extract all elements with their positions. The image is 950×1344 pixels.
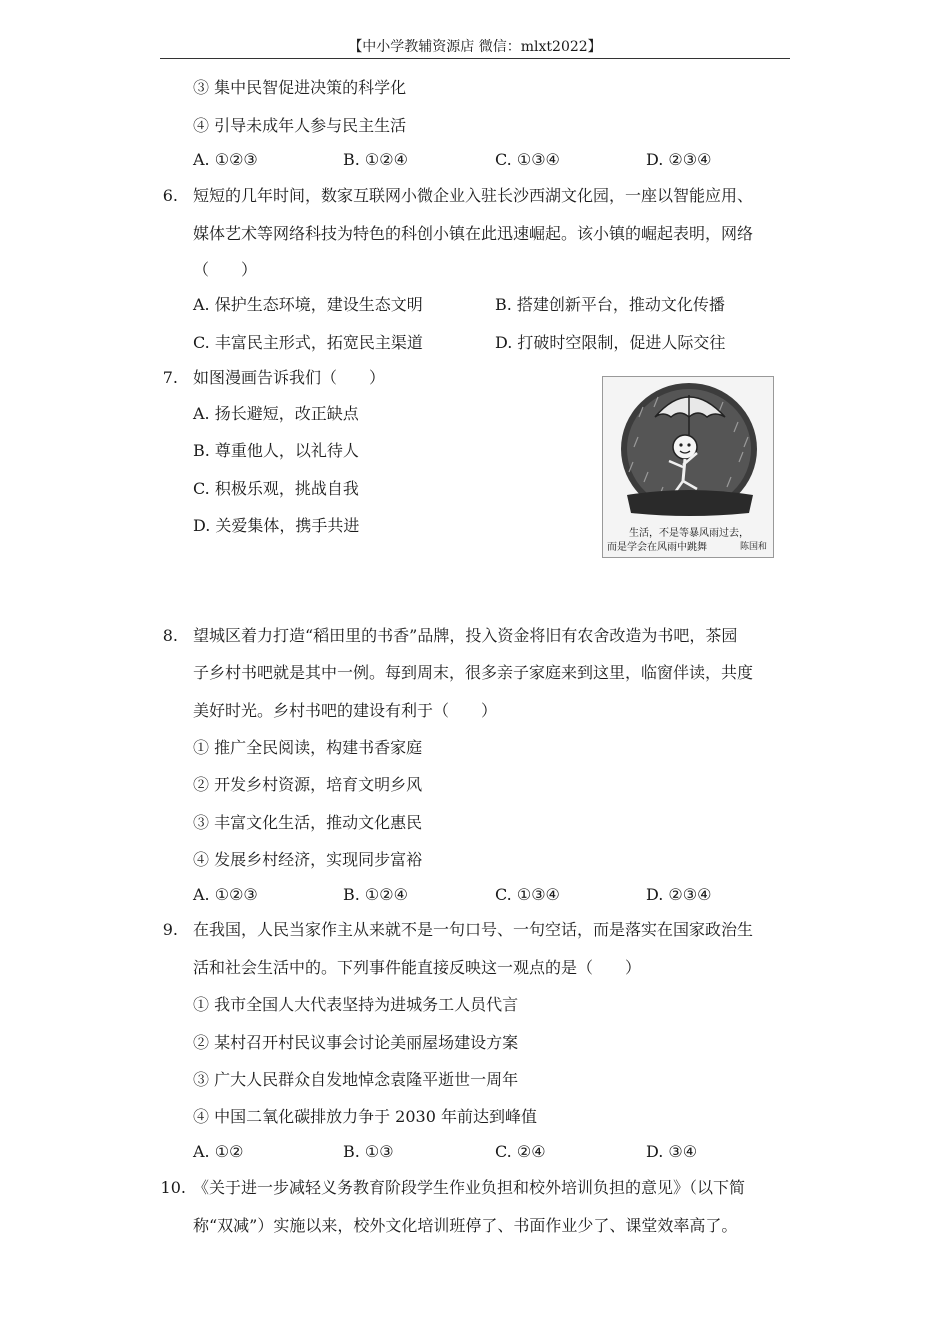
q8-number: 8. — [162, 626, 178, 645]
q9-item-4: ④ 中国二氧化碳排放力争于 2030 年前达到峰值 — [193, 1107, 537, 1126]
q9-item-3: ③ 广大人民群众自发地悼念袁隆平逝世一周年 — [193, 1070, 519, 1089]
q8-stem-line-1: 望城区着力打造“稻田里的书香”品牌，投入资金将旧有农舍改造为书吧，茶园 — [193, 626, 738, 645]
q8-item-4: ④ 发展乡村经济，实现同步富裕 — [193, 850, 423, 869]
q5-option-a: A. ①②③ — [193, 150, 258, 169]
q7-stem: 如图漫画告诉我们（ ） — [193, 368, 386, 387]
cartoon-author: 陈国和 — [739, 542, 767, 552]
q8-stem-line-2: 子乡村书吧就是其中一例。每到周末，很多亲子家庭来到这里，临窗伴读，共度 — [193, 663, 754, 682]
q5-item-4: ④ 引导未成年人参与民主生活 — [193, 116, 407, 135]
q6-option-a: A. 保护生态环境，建设生态文明 — [193, 295, 423, 314]
q9-option-b: B. ①③ — [343, 1142, 394, 1161]
q9-number: 9. — [162, 920, 178, 939]
q7-option-c: C. 积极乐观，挑战自我 — [193, 479, 359, 498]
q8-option-d: D. ②③④ — [646, 885, 712, 904]
q5-option-d: D. ②③④ — [646, 150, 712, 169]
q9-option-c: C. ②④ — [495, 1142, 546, 1161]
q10-number: 10. — [160, 1178, 186, 1197]
q7-cartoon-image — [602, 376, 774, 558]
q9-item-2: ② 某村召开村民议事会讨论美丽屋场建设方案 — [193, 1033, 519, 1052]
q9-option-d: D. ③④ — [646, 1142, 698, 1161]
q5-option-c: C. ①③④ — [495, 150, 560, 169]
q9-stem-line-1: 在我国，人民当家作主从来就不是一句口号、一句空话，而是落实在国家政治生 — [193, 920, 754, 939]
q8-item-1: ① 推广全民阅读，构建书香家庭 — [193, 738, 423, 757]
q9-stem-line-2: 活和社会生活中的。下列事件能直接反映这一观点的是（ ） — [193, 958, 642, 977]
q9-item-1: ① 我市全国人大代表坚持为进城务工人员代言 — [193, 995, 519, 1014]
page-header: 【中小学教辅资源店 微信：mlxt2022】 — [160, 36, 790, 59]
q10-stem-line-2: 称“双减”）实施以来，校外文化培训班停了、书面作业少了、课堂效率高了。 — [193, 1216, 738, 1235]
q7-option-d: D. 关爱集体，携手共进 — [193, 516, 360, 535]
q8-item-2: ② 开发乡村资源，培育文明乡风 — [193, 775, 423, 794]
q5-option-b: B. ①②④ — [343, 150, 408, 169]
q6-option-c: C. 丰富民主形式，拓宽民主渠道 — [193, 333, 423, 352]
q6-number: 6. — [162, 186, 178, 205]
q8-stem-line-3: 美好时光。乡村书吧的建设有利于（ ） — [193, 701, 498, 720]
q6-stem-line-2: 媒体艺术等网络科技为特色的科创小镇在此迅速崛起。该小镇的崛起表明，网络 — [193, 224, 754, 243]
q10-stem-line-1: 《关于进一步减轻义务教育阶段学生作业负担和校外培训负担的意见》（以下简 — [193, 1178, 746, 1197]
q8-option-c: C. ①③④ — [495, 885, 560, 904]
q5-item-3: ③ 集中民智促进决策的科学化 — [193, 78, 407, 97]
q7-number: 7. — [162, 368, 178, 387]
q6-option-b: B. 搭建创新平台，推动文化传播 — [495, 295, 725, 314]
q8-option-b: B. ①②④ — [343, 885, 408, 904]
cartoon-caption-line-1: 生活，不是等暴风雨过去， — [629, 528, 749, 539]
dancing-in-rain-illustration — [603, 377, 774, 527]
cartoon-caption-line-2: 而是学会在风雨中跳舞 — [607, 542, 707, 553]
q8-option-a: A. ①②③ — [193, 885, 258, 904]
q7-option-a: A. 扬长避短，改正缺点 — [193, 404, 359, 423]
q9-option-a: A. ①② — [193, 1142, 244, 1161]
q7-option-b: B. 尊重他人，以礼待人 — [193, 441, 359, 460]
q6-stem-line-3: （ ） — [193, 260, 258, 279]
q8-item-3: ③ 丰富文化生活，推动文化惠民 — [193, 813, 423, 832]
q6-stem-line-1: 短短的几年时间，数家互联网小微企业入驻长沙西湖文化园，一座以智能应用、 — [193, 186, 754, 205]
q6-option-d: D. 打破时空限制，促进人际交往 — [495, 333, 726, 352]
